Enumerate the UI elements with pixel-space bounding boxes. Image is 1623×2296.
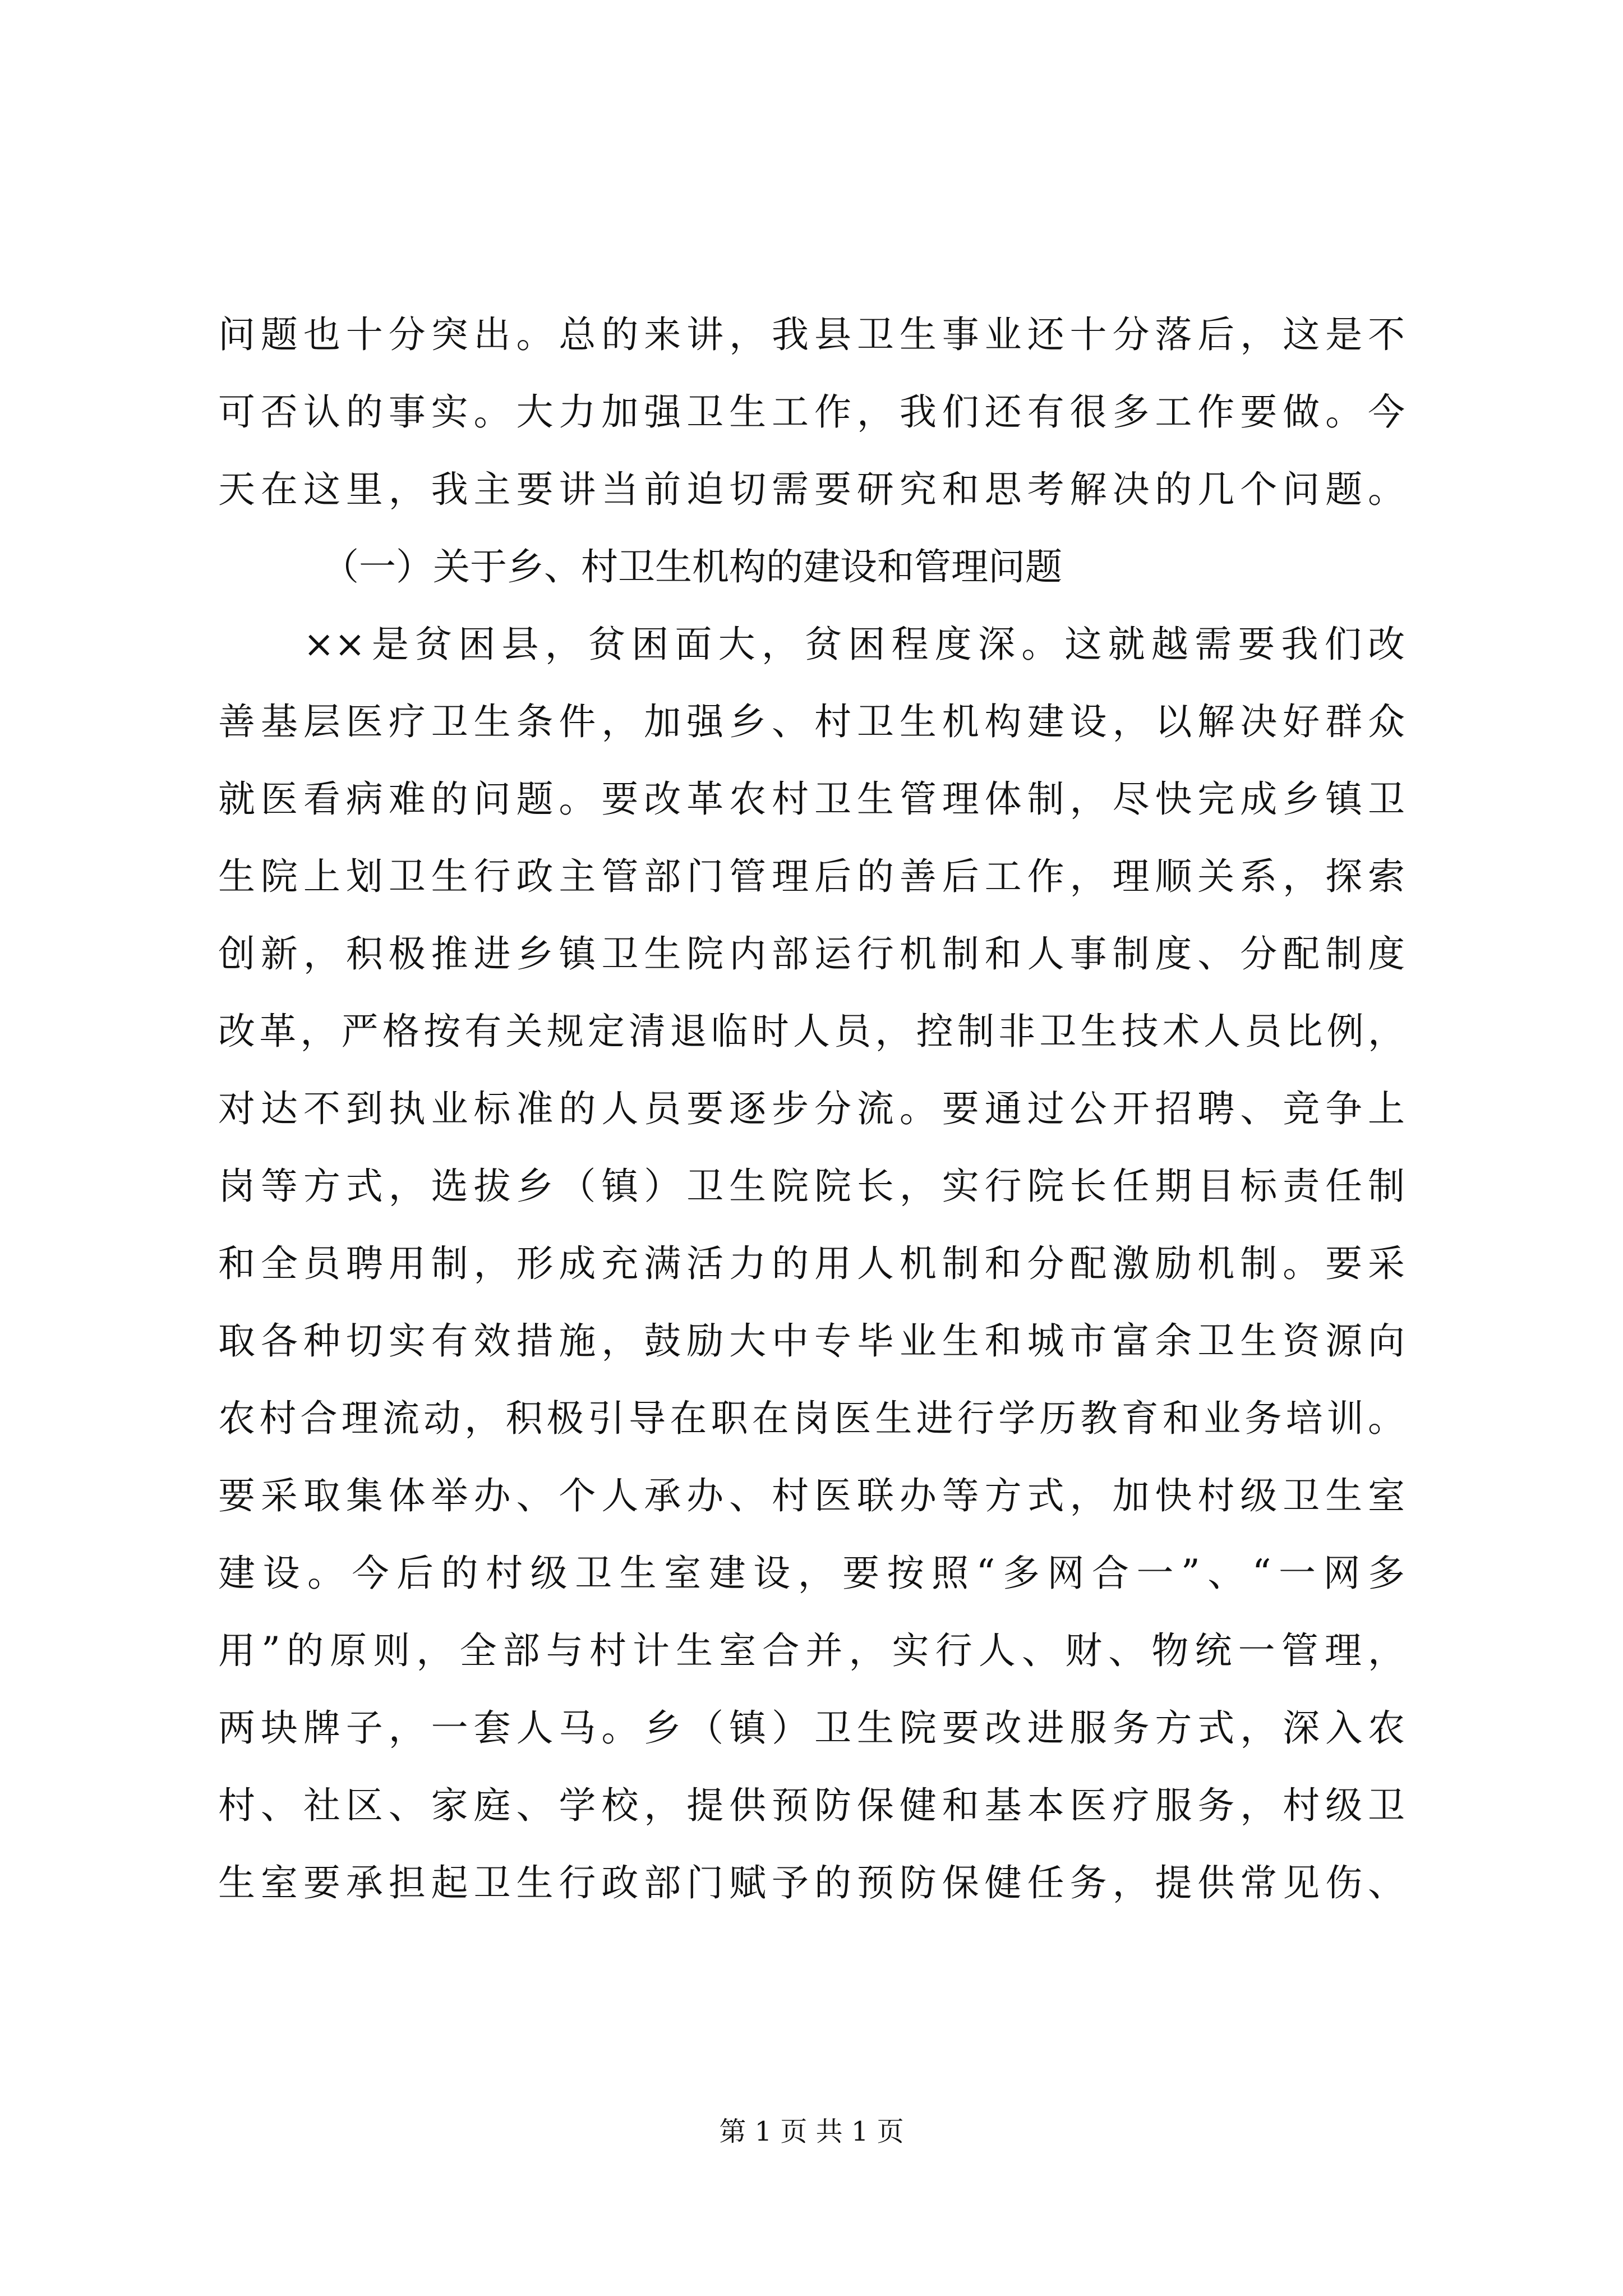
text-line: 取各种切实有效措施，鼓励大中专毕业生和城市富余卫生资源向 xyxy=(218,1319,1405,1363)
text-line: 创新，积极推进乡镇卫生院内部运行机制和人事制度、分配制度 xyxy=(218,932,1405,976)
text-line: 生室要承担起卫生行政部门赋予的预防保健任务，提供常见伤、 xyxy=(218,1861,1405,1904)
text-line: 和全员聘用制，形成充满活力的用人机制和分配激励机制。要采 xyxy=(218,1242,1405,1285)
text-line: 要采取集体举办、个人承办、村医联办等方式，加快村级卫生室 xyxy=(218,1474,1405,1517)
text-line: 农村合理流动，积极引导在职在岗医生进行学历教育和业务培训。 xyxy=(218,1397,1405,1440)
text-line: 对达不到执业标准的人员要逐步分流。要通过公开招聘、竞争上 xyxy=(218,1087,1405,1130)
text-line: 天在这里，我主要讲当前迫切需要研究和思考解决的几个问题。 xyxy=(218,468,1405,511)
text-line: 建设。今后的村级卫生室建设，要按照“多网合一”、“一网多 xyxy=(218,1552,1405,1595)
text-line: 村、社区、家庭、学校，提供预防保健和基本医疗服务，村级卫 xyxy=(218,1784,1405,1827)
text-line: 改革，严格按有关规定清退临时人员，控制非卫生技术人员比例， xyxy=(218,1010,1405,1053)
body-text xyxy=(218,296,1405,1922)
text-line: 问题也十分突出。总的来讲，我县卫生事业还十分落后，这是不 xyxy=(218,313,1405,356)
text-line: 生院上划卫生行政主管部门管理后的善后工作，理顺关系，探索 xyxy=(218,855,1405,898)
page-footer xyxy=(0,2115,1623,2148)
text-line: 可否认的事实。大力加强卫生工作，我们还有很多工作要做。今 xyxy=(218,390,1405,434)
page-number: 第 1 页 共 1 页 xyxy=(719,2116,904,2147)
text-line: 用”的原则，全部与村计生室合并，实行人、财、物统一管理， xyxy=(218,1629,1405,1672)
text-line: 善基层医疗卫生条件，加强乡、村卫生机构建设，以解决好群众 xyxy=(218,700,1405,743)
text-line: 岗等方式，选拔乡（镇）卫生院院长，实行院长任期目标责任制 xyxy=(218,1165,1405,1208)
text-line: ××是贫困县，贫困面大，贫困程度深。这就越需要我们改 xyxy=(303,623,1405,666)
section-heading: （一）关于乡、村卫生机构的建设和管理问题 xyxy=(322,545,1062,588)
text-line: 就医看病难的问题。要改革农村卫生管理体制，尽快完成乡镇卫 xyxy=(218,777,1405,821)
text-line: 两块牌子，一套人马。乡（镇）卫生院要改进服务方式，深入农 xyxy=(218,1706,1405,1750)
